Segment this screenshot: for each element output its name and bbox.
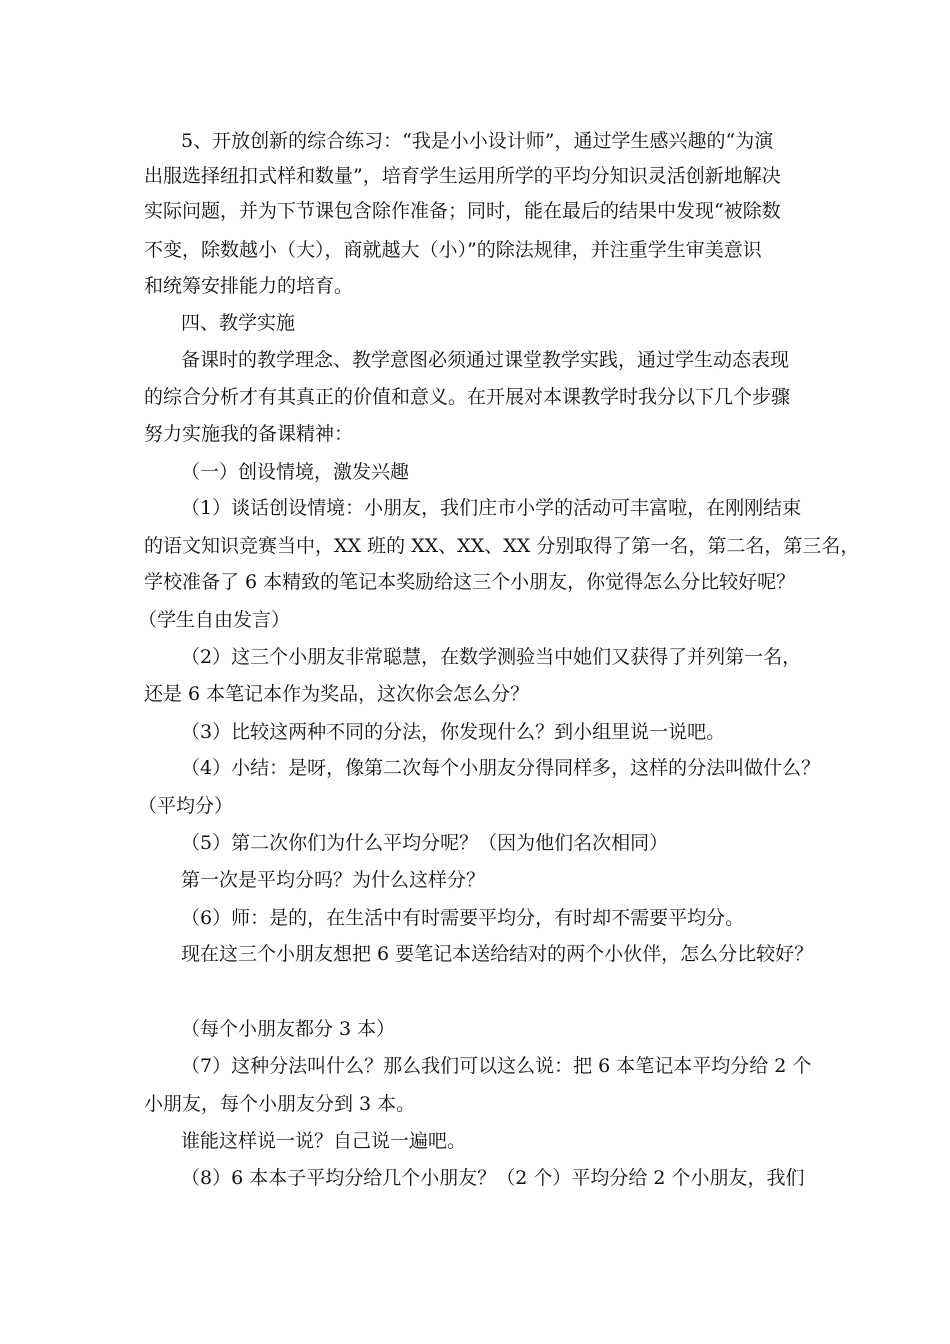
text-line: 出服选择纽扣式样和数量”，培育学生运用所学的平均分知识灵活创新地解决: [144, 165, 781, 187]
text-line: （5）第二次你们为什么平均分呢？（因为他们名次相同）: [181, 832, 669, 854]
text-line: 现在这三个小朋友想把 6 要笔记本送给结对的两个小伙伴，怎么分比较好？: [181, 943, 814, 965]
text-line: （每个小朋友都分 3 本）: [181, 1018, 396, 1040]
text-line: （1）谈话创设情境：小朋友，我们庄市小学的活动可丰富啦，在刚刚结束: [181, 497, 802, 519]
text-line: （6）师：是的，在生活中有时需要平均分，有时却不需要平均分。: [181, 907, 745, 929]
text-line: 的语文知识竞赛当中，XX 班的 XX、XX、XX 分别取得了第一名，第二名，第三名，: [144, 535, 860, 557]
text-line: 谁能这样说一说？自己说一遍吧。: [181, 1130, 467, 1152]
text-line: 不变，除数越小（大），商就越大（小）”的除法规律，并注重学生审美意识: [144, 239, 762, 261]
text-line: （学生自由发言）: [138, 609, 291, 631]
text-line: （2）这三个小朋友非常聪慧，在数学测验当中她们又获得了并列第一名，: [181, 646, 802, 668]
section-heading: 四、教学实施: [181, 312, 296, 334]
text-line: 还是 6 本笔记本作为奖品，这次你会怎么分？: [144, 683, 530, 705]
text-line: （平均分）: [138, 795, 234, 817]
text-line: 小朋友，每个小朋友分到 3 本。: [144, 1093, 416, 1115]
text-line: 5、开放创新的综合练习：“我是小小设计师”，通过学生感兴趣的“为演: [181, 130, 774, 152]
text-line: （8）6 本本子平均分给几个小朋友？（2 个）平均分给 2 个小朋友，我们: [181, 1167, 805, 1189]
text-line: 学校准备了 6 本精致的笔记本奖励给这三个小朋友，你觉得怎么分比较好呢？: [144, 571, 796, 593]
text-line: 第一次是平均分吗？为什么这样分？: [181, 869, 486, 891]
text-line: 努力实施我的备课精神：: [144, 423, 354, 445]
text-line: 备课时的教学理念、教学意图必须通过课堂教学实践，通过学生动态表现: [181, 349, 790, 371]
text-line: 实际问题，并为下节课包含除作准备；同时，能在最后的结果中发现“被除数: [144, 200, 781, 222]
text-line: 和统筹安排能力的培育。: [144, 275, 354, 297]
text-line: （7）这种分法叫什么？那么我们可以这么说：把 6 本笔记本平均分给 2 个: [181, 1055, 812, 1077]
subsection-heading: （一）创设情境，激发兴趣: [181, 461, 410, 483]
text-line: （3）比较这两种不同的分法，你发现什么？到小组里说一说吧。: [181, 721, 726, 743]
text-line: （4）小结：是呀，像第二次每个小朋友分得同样多，这样的分法叫做什么？: [181, 757, 821, 779]
text-line: 的综合分析才有其真正的价值和意义。在开展对本课教学时我分以下几个步骤: [144, 386, 791, 408]
